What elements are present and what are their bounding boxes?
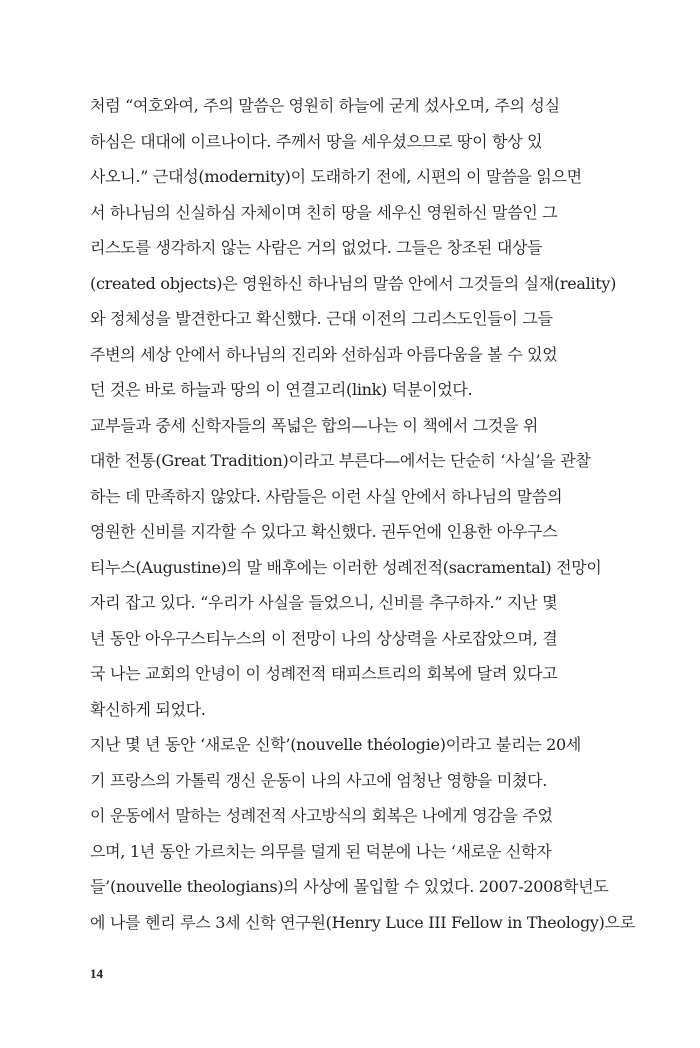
text-line: 하심은 대대에 이르나이다. 주께서 땅을 세우셨으므로 땅이 항상 있	[90, 131, 543, 151]
text-line: 영원한 신비를 지각할 수 있다고 확신했다. 권두언에 인용한 아우구스	[90, 522, 558, 541]
text-line: 서 하나님의 신실하심 자체이며 친히 땅을 세우신 영원하신 말씀인 그	[90, 202, 558, 222]
text-line: 들’(nouvelle theologians)의 사상에 몰입할 수 있었다. 2007-2008학년도	[90, 877, 609, 896]
text-line: 던 것은 바로 하늘과 땅의 이 연결고리(link) 덕분이었다.	[90, 380, 473, 399]
text-line: 년 동안 아우구스티누스의 이 전망이 나의 상상력을 사로잡았으며, 결	[90, 628, 558, 648]
text-line: 국 나는 교회의 안녕이 이 성례전적 태피스트리의 회복에 달려 있다고	[90, 664, 558, 683]
text-line: 자리 잡고 있다. “우리가 사실을 들었으니, 신비를 추구하자.” 지난 몇	[90, 593, 558, 612]
text-line: 이 운동에서 말하는 성례전적 사고방식의 회복은 나에게 영감을 주었	[90, 806, 553, 825]
text-line: (created objects)은 영원하신 하나님의 말씀 안에서 그것들의 실재(reality)	[90, 273, 617, 293]
text-line: 교부들과 중세 신학자들의 폭넓은 합의—나는 이 책에서 그것을 위	[90, 415, 539, 435]
text-line: 기 프랑스의 가톨릭 갱신 운동이 나의 사고에 엄청난 영향을 미쳤다.	[90, 770, 548, 790]
text-line: 사오니.” 근대성(modernity)이 도래하기 전에, 시편의 이 말씀을 읽으면	[90, 167, 582, 186]
body-text	[90, 88, 635, 940]
text-line: 리스도를 생각하지 않는 사람은 거의 없었다. 그들은 창조된 대상들	[90, 238, 543, 257]
page-number: 14	[90, 966, 103, 981]
text-line: 와 정체성을 발견한다고 확신했다. 근대 이전의 그리스도인들이 그들	[90, 309, 553, 328]
text-line: 확신하게 되었다.	[90, 699, 206, 719]
text-line: 으며, 1년 동안 가르치는 의무를 덜게 된 덕분에 나는 ‘새로운 신학자	[90, 841, 552, 861]
text-line: 처럼 “여호와여, 주의 말씀은 영원히 하늘에 굳게 섰사오며, 주의 성실	[90, 96, 560, 115]
text-line: 티누스(Augustine)의 말 배후에는 이러한 성례전적(sacramental) 전망이	[90, 557, 602, 577]
text-line: 주변의 세상 안에서 하나님의 진리와 선하심과 아름다움을 볼 수 있었	[90, 344, 558, 364]
text-line: 대한 전통(Great Tradition)이라고 부른다—에서는 단순히 ‘사실’을 관찰	[90, 451, 591, 470]
text-line: 하는 데 만족하지 않았다. 사람들은 이런 사실 안에서 하나님의 말씀의	[90, 486, 563, 506]
text-line: 지난 몇 년 동안 ‘새로운 신학’(nouvelle théologie)이라고 불리는 20세	[90, 735, 582, 754]
text-line: 에 나를 헨리 루스 3세 신학 연구원(Henry Luce III Fellow in Theology)으로	[90, 912, 635, 932]
